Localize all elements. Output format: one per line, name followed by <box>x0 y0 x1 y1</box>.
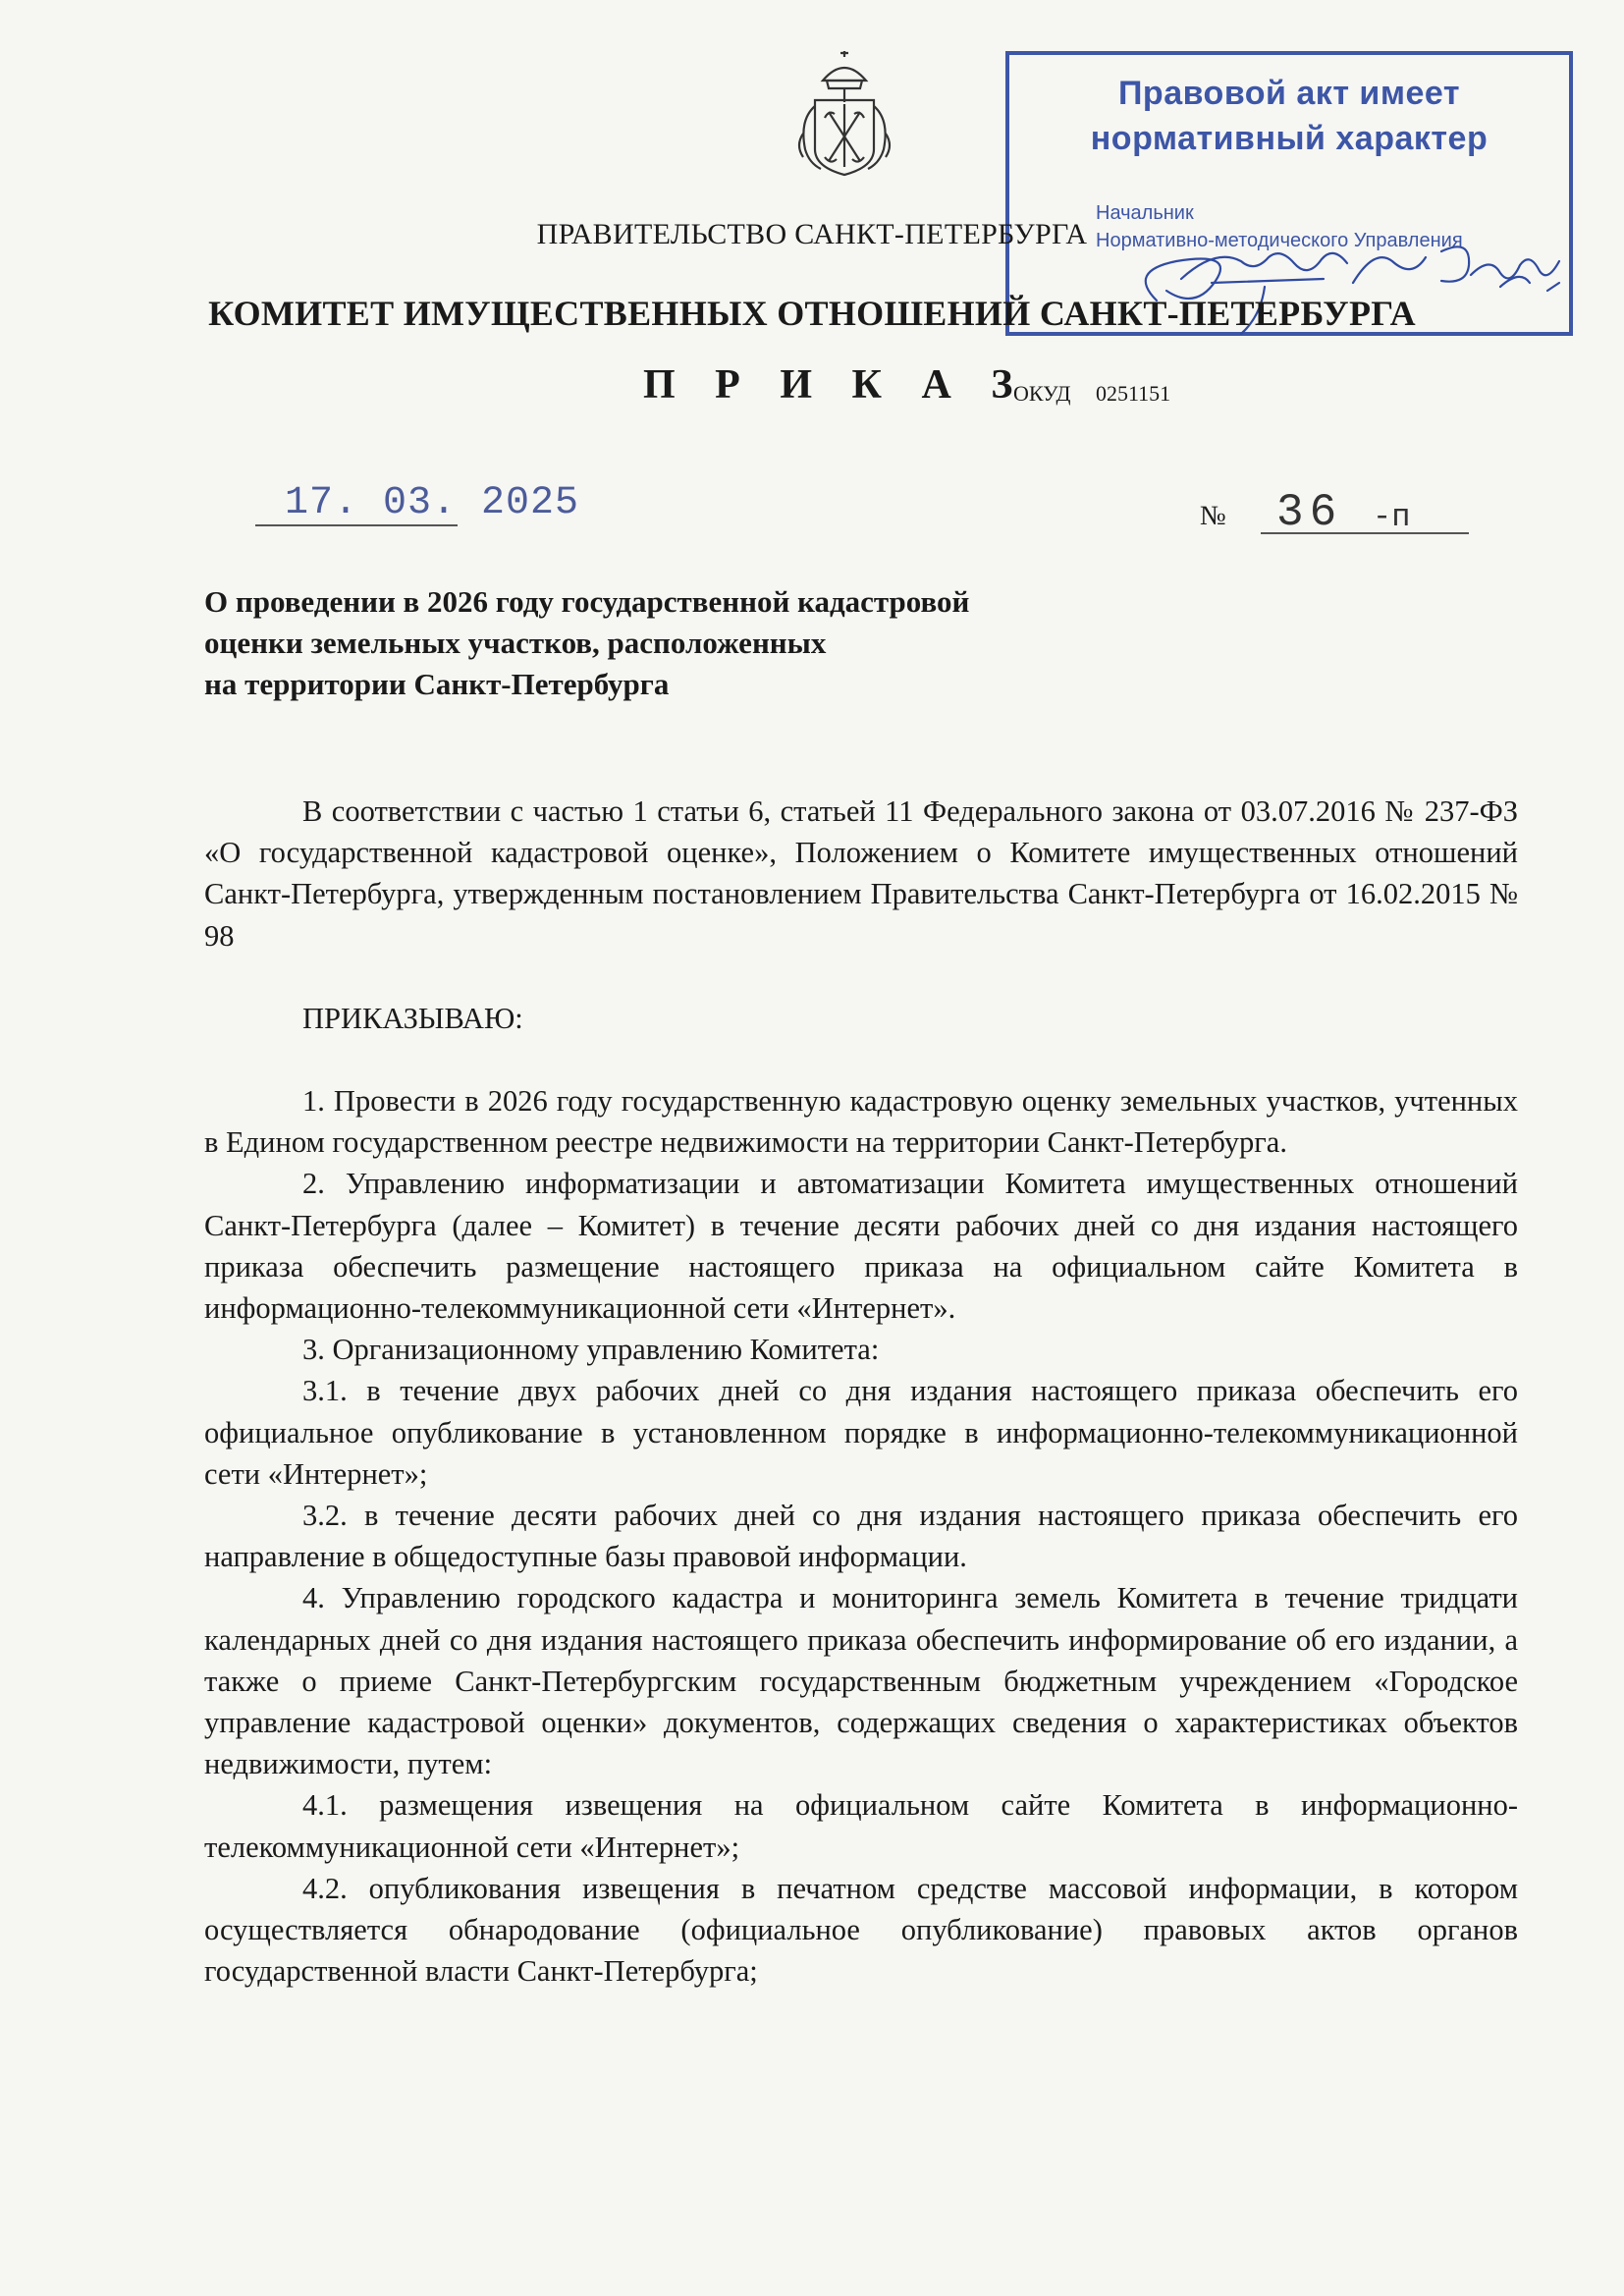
committee-heading: КОМИТЕТ ИМУЩЕСТВЕННЫХ ОТНОШЕНИЙ САНКТ-ПЕТЕРБУРГА <box>208 294 1416 333</box>
order-item-4: 4. Управлению городского кадастра и мониторинга земель Комитета в течение тридцати календарных дней со дня издания настоящего приказа обеспечить информирование об его издании, а также о приеме Санкт-Петербургским государственным бюджетным учреждением «Городское управление кадастровой оценки» документов, содержащих сведения о характеристиках объектов недвижимости, путем: <box>204 1581 1518 1781</box>
registration-number-suffix: -п <box>1373 499 1411 535</box>
coat-of-arms-emblem <box>785 51 903 189</box>
document-type: П Р И К А З <box>643 362 1028 408</box>
number-underline <box>1261 532 1469 534</box>
registration-date: 17. 03. 2025 <box>285 481 580 525</box>
title-line: О проведении в 2026 году государственной кадастровой <box>204 584 970 619</box>
document-title <box>204 581 1186 705</box>
order-item-4-2: 4.2. опубликования извещения в печатном средстве массовой информации, в котором осуществляется обнародование (официальное опубликование) правовых актов органов государственной власти Санкт-Петербурга; <box>204 1871 1518 1989</box>
date-underline <box>255 524 458 526</box>
order-item-3-2: 3.2. в течение десяти рабочих дней со дня издания настоящего приказа обеспечить его направление в общедоступные базы правовой информации. <box>204 1499 1518 1574</box>
stamp-line-2: нормативный характер <box>1090 120 1489 157</box>
title-line: на территории Санкт-Петербурга <box>204 667 670 701</box>
order-item-4-1: 4.1. размещения извещения на официальном сайте Комитета в информационно-телекоммуникационной сети «Интернет»; <box>204 1788 1518 1864</box>
registration-number: 36 <box>1276 487 1343 538</box>
preamble-paragraph: В соответствии с частью 1 статьи 6, статьей 11 Федерального закона от 03.07.2016 № 237-ФЗ «О государственной кадастровой оценке», Положением о Комитете имущественных отношений Санкт-Петербурга, утвержденным постановлением Правительства Санкт-Петербурга от 16.02.2015 № 98 <box>204 794 1518 953</box>
stamp-line-3: Начальник <box>1096 202 1194 224</box>
order-item-3: 3. Организационному управлению Комитета: <box>302 1333 880 1367</box>
order-item-3-1: 3.1. в течение двух рабочих дней со дня издания настоящего приказа обеспечить его официальное опубликование в установленном порядке в информационно-телекоммуникационной сети «Интернет»; <box>204 1374 1518 1491</box>
okud-code: 0251151 <box>1096 381 1171 406</box>
document-body <box>204 791 1518 1992</box>
stamp-line-4: Нормативно-методического Управления <box>1096 230 1463 251</box>
number-sign: № <box>1200 501 1226 531</box>
title-line: оценки земельных участков, расположенных <box>204 626 827 660</box>
government-heading: ПРАВИТЕЛЬСТВО САНКТ-ПЕТЕРБУРГА <box>536 218 1088 250</box>
order-item-2: 2. Управлению информатизации и автоматизации Комитета имущественных отношений Санкт-Петербурга (далее – Комитет) в течение десяти рабочих дней со дня издания настоящего приказа обеспечить размещение настоящего приказа на официальном сайте Комитета в информационно-телекоммуникационной сети «Интернет». <box>204 1167 1518 1326</box>
stamp-line-1: Правовой акт имеет <box>1117 75 1460 112</box>
order-item-1: 1. Провести в 2026 году государственную кадастровую оценку земельных участков, учтенных в Едином государственном реестре недвижимости на территории Санкт-Петербурга. <box>204 1084 1518 1160</box>
order-word: ПРИКАЗЫВАЮ: <box>302 1001 523 1035</box>
okud-label: ОКУД <box>1013 381 1071 406</box>
